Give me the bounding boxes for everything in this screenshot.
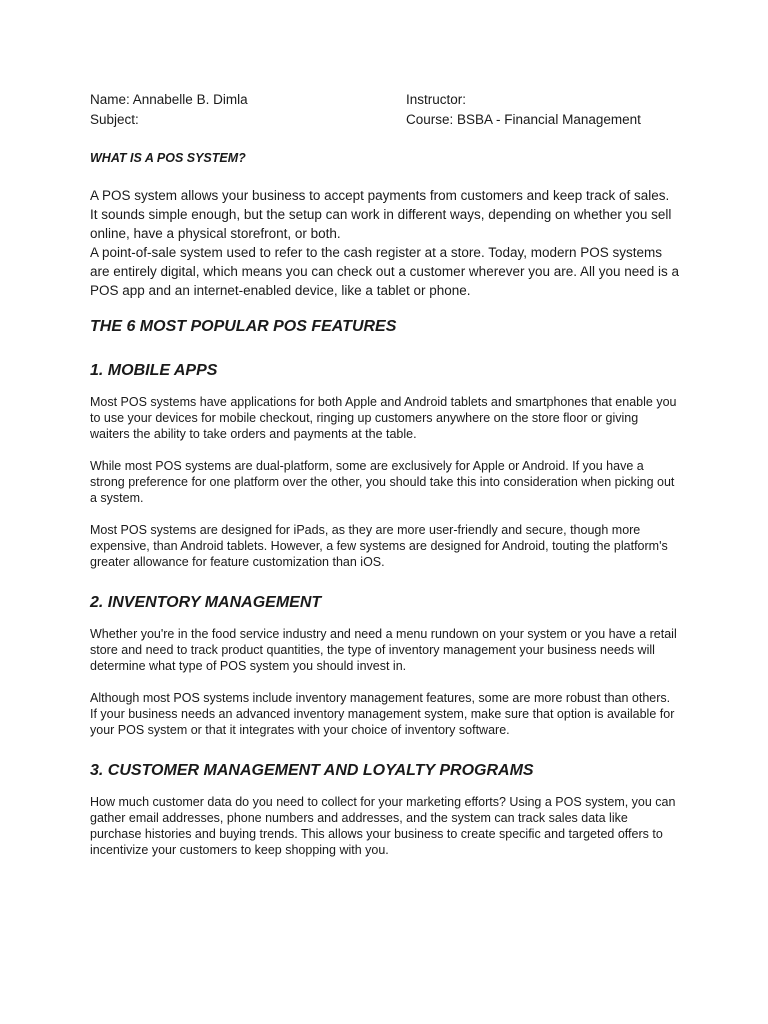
- body-paragraph: Most POS systems have applications for both Apple and Android tablets and smartphones that enable you to use your devices for mobile checkout, ringing up customers anywhere on the store floor or giving waiters the ability to take orders and payments at the table.: [90, 395, 677, 441]
- body-paragraph: How much customer data do you need to collect for your marketing efforts? Using a POS system, you can gather email addresses, phone numbers and addresses, and the system can track sales data like purchase histories and buying trends. This allows your business to create specific and targeted offers to incentivize your customers to keep shopping with you.: [90, 795, 676, 857]
- feature-heading-mobile-apps: 1. MOBILE APPS: [90, 362, 218, 379]
- body-paragraph: Although most POS systems include inventory management features, some are more robust than others. If your business needs an advanced inventory management system, make sure that option is available for your POS system or that it integrates with your choice of inventory software.: [90, 691, 675, 737]
- header-row-2: [90, 110, 680, 130]
- header-row-1: [90, 90, 680, 110]
- feature-heading-inventory-management: 2. INVENTORY MANAGEMENT: [90, 594, 322, 611]
- feature-heading-customer-management: 3. CUSTOMER MANAGEMENT AND LOYALTY PROGRAMS: [90, 762, 534, 779]
- body-paragraph: Whether you're in the food service industry and need a menu rundown on your system or you have a retail store and need to track product quantities, the type of inventory management your business needs will determine what type of POS system you should invest in.: [90, 627, 677, 673]
- instructor-label: Instructor:: [406, 92, 467, 107]
- intro-section: [90, 186, 680, 300]
- body-paragraph: While most POS systems are dual-platform, some are exclusively for Apple or Android. If you have a strong preference for one platform over the other, you should take this into consideration when picking out a system.: [90, 459, 675, 505]
- body-paragraph: Most POS systems are designed for iPads, as they are more user-friendly and secure, though more expensive, than Android tablets. However, a few systems are designed for Android, touting the platform's greater allowance for feature customization than iOS.: [90, 523, 668, 569]
- student-name: Name: Annabelle B. Dimla: [90, 92, 248, 107]
- section-heading: THE 6 MOST POPULAR POS FEATURES: [90, 318, 397, 335]
- document-page: [90, 90, 680, 858]
- course-label: Course: BSBA - Financial Management: [406, 112, 641, 127]
- intro-paragraph: A POS system allows your business to accept payments from customers and keep track of sales. It sounds simple enough, but the setup can work in different ways, depending on whether you sell online, have a physical storefront, or both.: [90, 188, 672, 241]
- document-title: WHAT IS A POS SYSTEM?: [90, 151, 246, 165]
- subject-label: Subject:: [90, 112, 139, 127]
- intro-paragraph: A point-of-sale system used to refer to the cash register at a store. Today, modern POS systems are entirely digital, which means you can check out a customer wherever you are. All you need is a POS app and an internet-enabled device, like a tablet or phone.: [90, 245, 680, 298]
